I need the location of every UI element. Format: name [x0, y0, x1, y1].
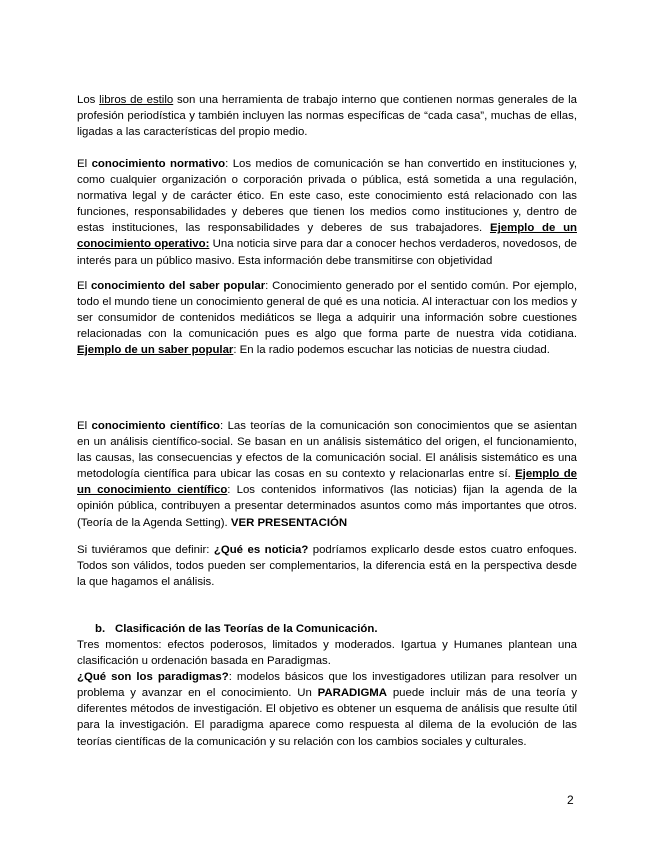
libros-de-estilo-link[interactable]: libros de estilo — [99, 94, 174, 106]
text: puede incluir más de una teoría y diferentes métodos de investigación. El objetivo es obtener un esquema de análisis que resulte útil para la investigación. El paradigma aparece como respuesta al dilema de la evolución de las teorías científicas de la comunicación y su relación con los cambios sociales y culturales. — [77, 687, 578, 748]
text: El — [77, 420, 92, 432]
example-heading: Ejemplo de un saber popular — [77, 344, 234, 357]
text: : En la radio podemos escuchar las noticias de nuestra ciudad. — [233, 344, 550, 357]
text: El — [77, 158, 92, 170]
term-conocimiento-cientifico: conocimiento científico — [91, 420, 221, 432]
question-que-es-noticia: ¿Qué es noticia? — [213, 544, 309, 556]
text: : modelos básicos que los investigadores utilizan para resolver un problema y avanzar en el conocimiento. Un — [77, 671, 577, 700]
paragraph-saber-popular — [77, 278, 577, 358]
paragraph-conocimiento-normativo — [77, 156, 577, 269]
text: El — [77, 280, 91, 292]
paragraph-libros-de-estilo — [77, 92, 577, 140]
term-paradigma: PARADIGMA — [317, 687, 388, 700]
paragraph-que-es-noticia — [77, 542, 577, 590]
paragraph-conocimiento-cientifico — [77, 418, 577, 531]
text: : Los contenidos informativos (las noticias) fijan la agenda de la opinión pública, contribuyen a presentar determinados asuntos como más importantes que otros. (Teoría de la Agenda Setting). — [77, 484, 578, 529]
text: Los — [77, 94, 100, 106]
term-saber-popular: conocimiento del saber popular — [90, 280, 266, 292]
text: : Conocimiento generado por el sentido común. Por ejemplo, todo el mundo tiene un conocimiento general de qué es una noticia. Al interactuar con los medios y ser consumidor de contenidos mediáticos se llega a adquirir una información sobre cuestiones relacionadas con la comunicación pues es algo que forma parte de nuestra vida cotidiana. — [77, 280, 577, 341]
term-conocimiento-normativo: conocimiento normativo — [91, 158, 226, 170]
text: : Las teorías de la comunicación son conocimientos que se asientan en un análisis científico-social. Se basan en un análisis sistemático del origen, el funcionamiento, las causas, las consecuencias y efectos de la comunicación social. El análisis sistemático es una metodología científica para ubicar las cosas en su contexto y relacionarlas entre sí. — [77, 420, 577, 481]
example-heading: Ejemplo de un conocimiento operativo: — [77, 222, 577, 251]
example-heading: Ejemplo de un conocimiento científico — [77, 468, 577, 497]
text: Si tuviéramos que definir: — [77, 544, 214, 556]
ver-presentacion-link[interactable]: VER PRESENTACIÓN — [230, 516, 348, 529]
text: Una noticia sirve para dar a conocer hechos verdaderos, novedosos, de interés para un público masivo. Esta información debe transmitirse con objetividad — [77, 238, 577, 267]
section-letter: b. — [95, 623, 106, 635]
section-title: Clasificación de las Teorías de la Comunicación. — [115, 623, 378, 635]
page-number: 2 — [567, 793, 574, 807]
text: : Los medios de comunicación se han convertido en instituciones y, como cualquier organización o corporación privada o pública, está sometida a una regulación, normativa legal y de carácter ético. En este caso, este conocimiento está relacionado con las funciones, responsabilidades y deberes que tienen los medios como instituciones y, dentro de estas instituciones, las responsabilidades y deberes de sus trabajadores. — [77, 158, 577, 235]
text: son una herramienta de trabajo interno que contienen normas generales de la profesión periodística y también incluyen las normas específicas de “cada casa”, muchas de ellas, ligadas a las características del propio medio. — [77, 94, 578, 139]
section-heading — [95, 621, 378, 637]
paragraph-paradigmas — [77, 637, 577, 750]
text: Tres momentos: efectos poderosos, limitados y moderados. Igartua y Humanes plantean una clasificación u ordenación basada en Paradigmas. — [77, 639, 577, 668]
text: podríamos explicarlo desde estos cuatro enfoques. Todos son válidos, todos pueden ser complementarios, la diferencia está en la perspectiva desde la que hagamos el análisis. — [77, 544, 577, 589]
question-paradigmas: ¿Qué son los paradigmas? — [77, 671, 229, 684]
